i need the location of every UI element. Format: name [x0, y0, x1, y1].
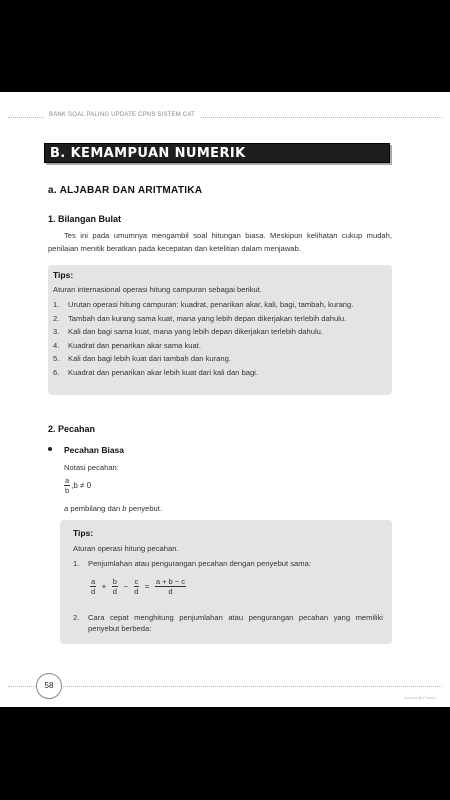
tips-label: Tips:	[53, 270, 74, 280]
notasi-pecahan: $\frac{a}{b}$ ,b ≠ 0	[65, 476, 92, 495]
tips-label: Tips:	[73, 528, 94, 538]
tips-list-item-2	[73, 612, 383, 637]
fraction-formula: $\frac{a}{d}$ + $\frac{b}{d}$ − $\frac{c}{d}$ = $\frac{a + b - c}{d}$	[91, 577, 186, 596]
list-item: 4. Kuadrat dan penarikan akar sama kuat.	[53, 340, 201, 350]
heading-bilangan-bulat: 1. Bilangan Bulat	[48, 214, 122, 224]
list-item: 2. Cara cepat menghitung penjumlahan atau pengurangan pecahan yang memiliki penyebut berbeda:	[73, 613, 383, 633]
list-item: 2. Tambah dan kurang sama kuat, mana yang lebih depan dikerjakan terlebih dahulu.	[53, 313, 347, 323]
fraction-result: $\frac{a + b - c}{d}$	[155, 577, 186, 596]
notasi-description: a pembilang dan b penyebut.	[64, 504, 162, 513]
fraction-term: $\frac{b}{d}$	[112, 577, 117, 596]
heading-pecahan-biasa: Pecahan Biasa	[64, 445, 125, 455]
document-page	[0, 92, 450, 707]
page-number: 58	[36, 673, 62, 699]
bullet-icon	[48, 447, 52, 451]
tips-list	[53, 299, 387, 380]
list-item: 3. Kali dan bagi sama kuat, mana yang lebih depan dikerjakan terlebih dahulu.	[53, 327, 323, 336]
tips-list-item-1	[73, 558, 383, 572]
fraction-term: $\frac{c}{d}$	[134, 577, 139, 596]
list-item: 1. Urutan operasi hitung campuran: kuadrat, penarikan akar, kali, bagi, tambah, kurang.	[53, 300, 354, 309]
tips-intro: Aturan operasi hitung pecahan.	[73, 544, 179, 553]
tips-box-bilangan-bulat	[48, 265, 392, 395]
list-item: 1. Penjumlahan atau pengurangan pecahan dengan penyebut sama:	[73, 559, 311, 568]
running-header: BANK SOAL PALING UPDATE CPNS SISTEM CAT	[44, 112, 200, 118]
footer-rule	[8, 686, 442, 687]
section-title: B. KEMAMPUAN NUMERIK	[50, 146, 246, 161]
tips-intro: Aturan internasional operasi hitung campuran sebagai berikut.	[53, 285, 262, 294]
paragraph-bilangan-bulat: Tes ini pada umumnya mengambil soal hitungan biasa. Meskipun kelihatan cukup mudah, penilaian menitik beratkan pada kecepatan dan ketelitian dalam menjawab.	[48, 231, 392, 253]
heading-pecahan: 2. Pecahan	[48, 424, 96, 434]
notasi-label: Notasi pecahan:	[64, 463, 119, 472]
subsection-title: a. ALJABAR DAN ARITMATIKA	[48, 185, 203, 196]
list-item: 5. Kali dan bagi lebih kuat dari tambah dan kurang.	[53, 354, 231, 363]
tips-box-pecahan	[60, 520, 392, 644]
section-title-bar	[44, 143, 390, 163]
publisher-mark: Transmedia Pustaka	[404, 696, 436, 700]
list-item: 6. Kuadrat dan penarikan akar lebih kuat dari kali dan bagi.	[53, 367, 258, 377]
fraction-a-over-b: $\frac{a}{b}$	[65, 476, 70, 495]
fraction-term: $\frac{a}{d}$	[91, 577, 96, 596]
